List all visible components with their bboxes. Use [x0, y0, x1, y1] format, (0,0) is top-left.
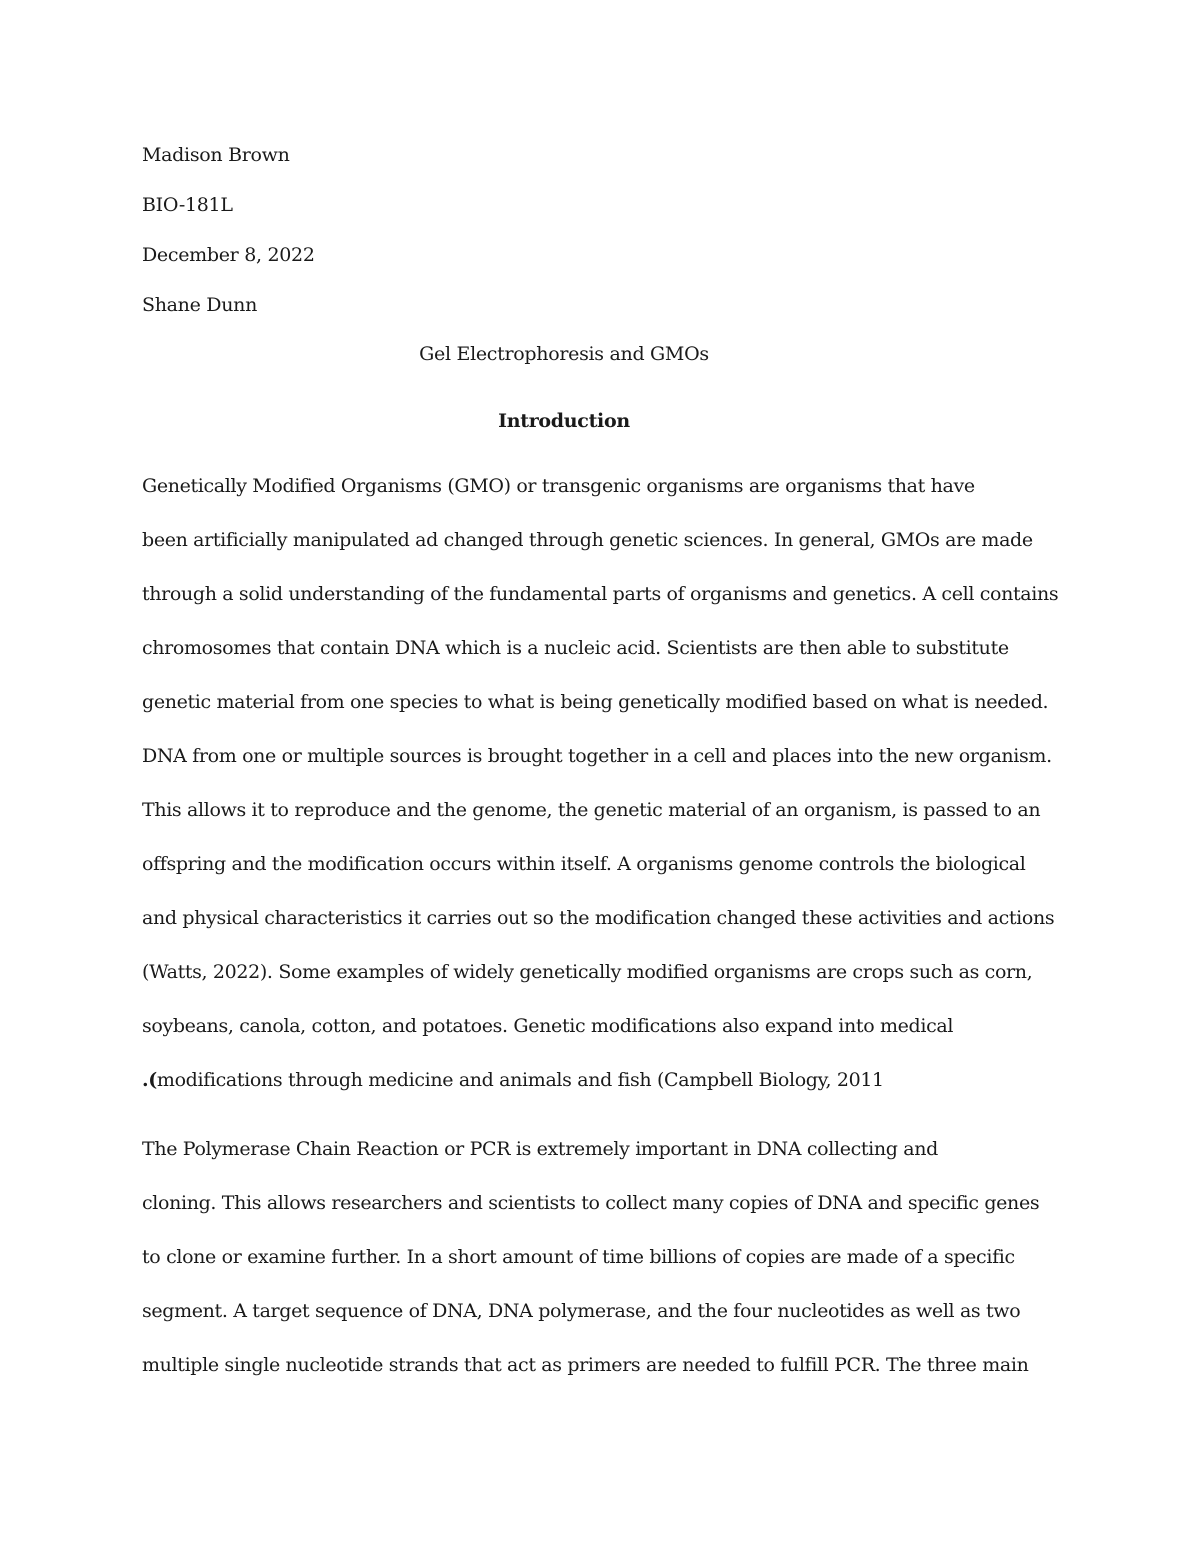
paragraph-line: soybeans, canola, cotton, and potatoes. Genetic modifications also expand into medical [142, 1015, 954, 1037]
author-name: Madison Brown [142, 144, 290, 166]
paragraph-line: (Watts, 2022). Some examples of widely genetically modified organisms are crops such as corn, [142, 961, 1033, 983]
section-heading: Introduction [498, 410, 630, 432]
paragraph-line-text: modifications through medicine and animals and fish (Campbell Biology, 2011 [156, 1069, 884, 1091]
course-code: BIO-181L [142, 194, 233, 216]
paragraph-line: chromosomes that contain DNA which is a nucleic acid. Scientists are then able to substitute [142, 637, 1009, 659]
paragraph-line: offspring and the modification occurs within itself. A organisms genome controls the biological [142, 853, 1026, 875]
paragraph-line: DNA from one or multiple sources is brought together in a cell and places into the new organism. [142, 745, 1052, 767]
paragraph-line: multiple single nucleotide strands that act as primers are needed to fulfill PCR. The three main [142, 1354, 1029, 1376]
paragraph-line: to clone or examine further. In a short amount of time billions of copies are made of a specific [142, 1246, 1015, 1268]
punctuation-prefix: .( [142, 1069, 157, 1091]
paragraph-line: segment. A target sequence of DNA, DNA polymerase, and the four nucleotides as well as two [142, 1300, 1021, 1322]
document-date: December 8, 2022 [142, 244, 315, 266]
paragraph-line: genetic material from one species to what is being genetically modified based on what is needed. [142, 691, 1049, 713]
paragraph-line: through a solid understanding of the fundamental parts of organisms and genetics. A cell contains [142, 583, 1059, 605]
document-title: Gel Electrophoresis and GMOs [419, 343, 709, 365]
paragraph-line: Genetically Modified Organisms (GMO) or transgenic organisms are organisms that have [142, 475, 975, 497]
paragraph-line: and physical characteristics it carries out so the modification changed these activities and actions [142, 907, 1055, 929]
paragraph-line: This allows it to reproduce and the genome, the genetic material of an organism, is passed to an [142, 799, 1041, 821]
paragraph-line: been artificially manipulated ad changed through genetic sciences. In general, GMOs are made [142, 529, 1033, 551]
instructor-name: Shane Dunn [142, 294, 258, 316]
paragraph-line: cloning. This allows researchers and scientists to collect many copies of DNA and specific genes [142, 1192, 1040, 1214]
paragraph-last-line [142, 1068, 884, 1092]
paragraph-line: The Polymerase Chain Reaction or PCR is extremely important in DNA collecting and [142, 1138, 938, 1160]
